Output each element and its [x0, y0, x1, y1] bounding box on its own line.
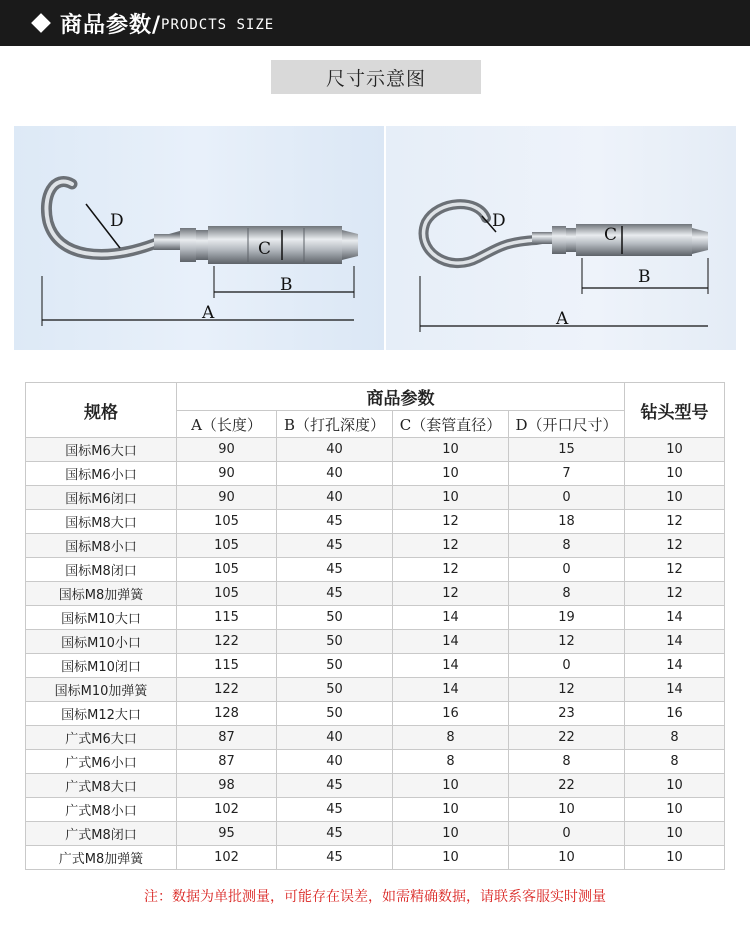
cell-d: 23	[509, 702, 625, 726]
cell-c: 14	[393, 678, 509, 702]
cell-a: 122	[177, 630, 277, 654]
table-row	[26, 654, 725, 678]
cell-drill: 10	[625, 438, 725, 462]
cell-c: 10	[393, 822, 509, 846]
cell-a: 102	[177, 846, 277, 870]
cell-drill: 10	[625, 822, 725, 846]
table-row	[26, 534, 725, 558]
cell-b: 50	[277, 630, 393, 654]
cell-b: 45	[277, 510, 393, 534]
cell-drill: 14	[625, 606, 725, 630]
cell-spec: 国标M8加弹簧	[26, 582, 177, 606]
table-row	[26, 750, 725, 774]
col-header-c: C（套管直径）	[393, 411, 509, 438]
table-row	[26, 462, 725, 486]
cell-b: 40	[277, 462, 393, 486]
cell-a: 128	[177, 702, 277, 726]
table-row	[26, 558, 725, 582]
cell-a: 105	[177, 582, 277, 606]
cell-d: 10	[509, 846, 625, 870]
cell-b: 45	[277, 774, 393, 798]
dim-label-c: C	[258, 239, 272, 259]
cell-a: 105	[177, 510, 277, 534]
cell-spec: 国标M10闭口	[26, 654, 177, 678]
cell-a: 95	[177, 822, 277, 846]
eye-bolt-illustration	[386, 126, 736, 350]
table-row	[26, 438, 725, 462]
cell-drill: 14	[625, 678, 725, 702]
cell-b: 50	[277, 702, 393, 726]
cell-d: 8	[509, 750, 625, 774]
col-header-b: B（打孔深度）	[277, 411, 393, 438]
col-header-a: A（长度）	[177, 411, 277, 438]
cell-c: 14	[393, 630, 509, 654]
cell-b: 40	[277, 486, 393, 510]
params-group-header: 商品参数	[177, 383, 625, 411]
cell-spec: 广式M8加弹簧	[26, 846, 177, 870]
table-row	[26, 774, 725, 798]
cell-b: 45	[277, 558, 393, 582]
cell-spec: 广式M8大口	[26, 774, 177, 798]
cell-spec: 国标M6大口	[26, 438, 177, 462]
cell-drill: 8	[625, 750, 725, 774]
cell-b: 40	[277, 750, 393, 774]
cell-drill: 10	[625, 798, 725, 822]
cell-d: 0	[509, 822, 625, 846]
section-header	[0, 0, 750, 46]
cell-a: 90	[177, 438, 277, 462]
cell-d: 12	[509, 678, 625, 702]
cell-c: 14	[393, 654, 509, 678]
cell-c: 10	[393, 846, 509, 870]
cell-spec: 广式M6大口	[26, 726, 177, 750]
cell-c: 14	[393, 606, 509, 630]
cell-drill: 12	[625, 534, 725, 558]
cell-drill: 10	[625, 846, 725, 870]
hook-bolt-diagram	[14, 126, 384, 350]
cell-a: 115	[177, 654, 277, 678]
cell-c: 8	[393, 750, 509, 774]
spec-header: 规格	[26, 383, 177, 438]
cell-d: 10	[509, 798, 625, 822]
dim-label-d: D	[110, 211, 124, 231]
cell-d: 0	[509, 558, 625, 582]
cell-drill: 8	[625, 726, 725, 750]
cell-spec: 国标M10大口	[26, 606, 177, 630]
table-row	[26, 822, 725, 846]
cell-a: 87	[177, 726, 277, 750]
cell-spec: 国标M10加弹簧	[26, 678, 177, 702]
cell-b: 45	[277, 582, 393, 606]
cell-d: 8	[509, 534, 625, 558]
cell-drill: 12	[625, 510, 725, 534]
cell-c: 12	[393, 582, 509, 606]
cell-c: 8	[393, 726, 509, 750]
cell-c: 12	[393, 534, 509, 558]
cell-a: 122	[177, 678, 277, 702]
cell-d: 19	[509, 606, 625, 630]
drill-header: 钻头型号	[625, 383, 725, 438]
cell-b: 50	[277, 606, 393, 630]
table-row	[26, 510, 725, 534]
cell-drill: 10	[625, 486, 725, 510]
header-title: 商品参数/	[60, 12, 162, 38]
dim-label-a: A	[556, 309, 569, 329]
table-row	[26, 702, 725, 726]
table-row	[26, 606, 725, 630]
cell-c: 10	[393, 774, 509, 798]
cell-a: 87	[177, 750, 277, 774]
spec-table	[25, 382, 725, 870]
cell-b: 40	[277, 438, 393, 462]
cell-d: 22	[509, 774, 625, 798]
cell-b: 45	[277, 534, 393, 558]
cell-c: 10	[393, 798, 509, 822]
cell-spec: 国标M10小口	[26, 630, 177, 654]
cell-d: 0	[509, 654, 625, 678]
cell-d: 22	[509, 726, 625, 750]
cell-drill: 14	[625, 654, 725, 678]
dim-label-d: D	[492, 211, 506, 231]
cell-c: 12	[393, 558, 509, 582]
eye-bolt-diagram	[386, 126, 736, 350]
cell-a: 98	[177, 774, 277, 798]
table-row	[26, 678, 725, 702]
disclaimer-note: 注：数据为单批测量，可能存在误差，如需精确数据，请联系客服实时测量	[144, 889, 606, 905]
col-header-d: D（开口尺寸）	[509, 411, 625, 438]
cell-spec: 广式M8闭口	[26, 822, 177, 846]
cell-c: 10	[393, 486, 509, 510]
cell-a: 90	[177, 462, 277, 486]
cell-c: 12	[393, 510, 509, 534]
hook-bolt-illustration	[14, 126, 384, 350]
cell-drill: 14	[625, 630, 725, 654]
cell-drill: 12	[625, 582, 725, 606]
cell-a: 105	[177, 558, 277, 582]
cell-spec: 国标M8小口	[26, 534, 177, 558]
cell-a: 90	[177, 486, 277, 510]
cell-spec: 国标M8闭口	[26, 558, 177, 582]
cell-d: 12	[509, 630, 625, 654]
cell-a: 102	[177, 798, 277, 822]
cell-spec: 国标M6小口	[26, 462, 177, 486]
cell-b: 50	[277, 678, 393, 702]
cell-b: 50	[277, 654, 393, 678]
diamond-icon	[31, 13, 51, 33]
header-subtitle-en: PRODCTS SIZE	[161, 17, 275, 33]
cell-b: 40	[277, 726, 393, 750]
table-row	[26, 798, 725, 822]
dim-label-b: B	[638, 267, 651, 287]
cell-spec: 国标M6闭口	[26, 486, 177, 510]
cell-b: 45	[277, 822, 393, 846]
cell-c: 10	[393, 462, 509, 486]
cell-d: 18	[509, 510, 625, 534]
cell-a: 115	[177, 606, 277, 630]
table-row	[26, 582, 725, 606]
cell-b: 45	[277, 846, 393, 870]
cell-a: 105	[177, 534, 277, 558]
cell-spec: 广式M8小口	[26, 798, 177, 822]
cell-d: 8	[509, 582, 625, 606]
cell-spec: 国标M12大口	[26, 702, 177, 726]
cell-drill: 10	[625, 774, 725, 798]
table-row	[26, 846, 725, 870]
cell-b: 45	[277, 798, 393, 822]
size-diagram-title: 尺寸示意图	[271, 60, 481, 94]
table-row	[26, 486, 725, 510]
dim-label-a: A	[202, 303, 215, 323]
cell-spec: 国标M8大口	[26, 510, 177, 534]
cell-drill: 12	[625, 558, 725, 582]
cell-d: 7	[509, 462, 625, 486]
cell-d: 0	[509, 486, 625, 510]
cell-c: 16	[393, 702, 509, 726]
cell-drill: 16	[625, 702, 725, 726]
cell-spec: 广式M6小口	[26, 750, 177, 774]
dim-label-b: B	[280, 275, 293, 295]
table-row	[26, 726, 725, 750]
cell-d: 15	[509, 438, 625, 462]
table-row	[26, 630, 725, 654]
cell-c: 10	[393, 438, 509, 462]
cell-drill: 10	[625, 462, 725, 486]
dim-label-c: C	[604, 225, 618, 245]
